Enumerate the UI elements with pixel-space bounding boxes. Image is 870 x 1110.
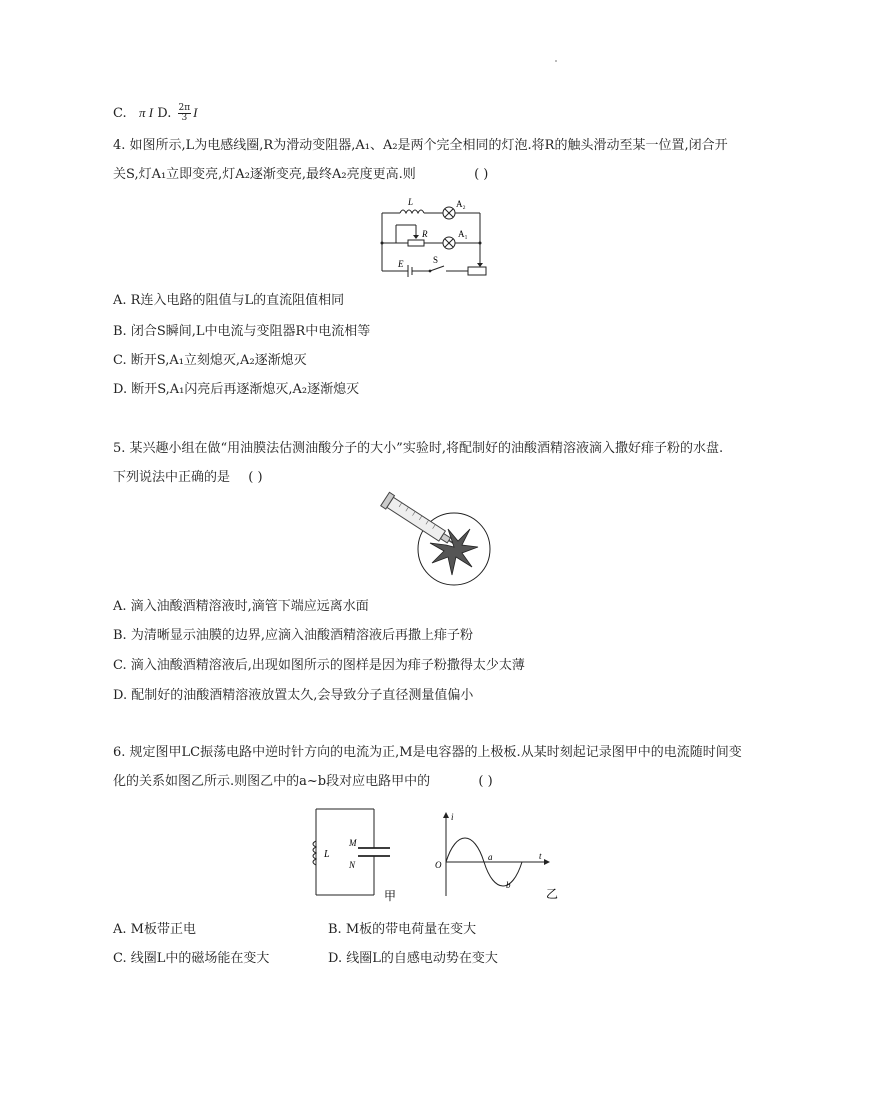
q6-stem-line2-text: 化的关系如图乙所示.则图乙中的a~b段对应电路甲中的: [113, 774, 431, 789]
q6-graph-label-t: t: [539, 851, 542, 861]
q4-fig-label-a1: A₁: [458, 229, 468, 239]
q3-option-d-var: I: [193, 105, 198, 120]
q4-option-c: C. 断开S,A₁立刻熄灭,A₂逐渐熄灭: [113, 353, 307, 368]
q6-option-a: A. M板带正电: [113, 922, 196, 937]
q3-option-d-fraction: [178, 104, 192, 123]
q5-option-d: D. 配制好的油酸酒精溶液放置太久,会导致分子直径测量值偏小: [113, 688, 474, 703]
q5-stem-line2-text: 下列说法中正确的是: [113, 470, 231, 485]
q3-options-line: [113, 104, 198, 123]
q3-option-d-numerator: 2π: [178, 103, 191, 113]
q4-fig-label-r: R: [422, 229, 428, 239]
q4-option-a: A. R连入电路的阻值与L的直流阻值相同: [113, 293, 345, 308]
q6-fig-label-l: L: [324, 849, 330, 860]
q6-graph-label-a: a: [488, 852, 493, 862]
q6-stem-line2: [113, 773, 493, 791]
q3-option-c-label: C.: [113, 106, 127, 121]
q5-stem-line1: 5. 某兴趣小组在做“用油膜法估测油酸分子的大小”实验时,将配制好的油酸酒精溶液滴入撒好痱子粉的水盘.: [113, 441, 724, 456]
q4-fig-label-a2: A₂: [456, 199, 466, 209]
q3-option-c-expr: π I: [139, 105, 154, 120]
page-dot: [555, 60, 557, 62]
q4-fig-label-s: S: [433, 255, 439, 265]
q6-answer-bracket: ( ): [478, 774, 493, 789]
q6-option-d: D. 线圈L的自感电动势在变大: [328, 951, 498, 966]
q6-fig-label-n: N: [349, 860, 356, 870]
q6-fig-label-jia: 甲: [384, 889, 397, 903]
q5-option-c: C. 滴入油酸酒精溶液后,出现如图所示的图样是因为痱子粉撒得太少太薄: [113, 658, 525, 673]
q6-current-time-graph: [432, 810, 562, 902]
q5-answer-bracket: ( ): [248, 470, 263, 485]
q4-stem-line2: [113, 166, 488, 184]
q6-fig-label-m: M: [349, 838, 357, 848]
q5-stem-line2: [113, 469, 263, 487]
q4-option-d: D. 断开S,A₁闪亮后再逐渐熄灭,A₂逐渐熄灭: [113, 382, 360, 397]
q6-option-c: C. 线圈L中的磁场能在变大: [113, 951, 270, 966]
q6-graph-label-i: i: [451, 812, 454, 822]
q6-option-b: B. M板的带电荷量在变大: [328, 922, 477, 937]
q5-option-b: B. 为清晰显示油膜的边界,应滴入油酸酒精溶液后再撒上痱子粉: [113, 628, 473, 643]
q6-stem-line1: 6. 规定图甲LC振荡电路中逆时针方向的电流为正,M是电容器的上极板.从某时刻起记录图甲中的电流随时间变: [113, 745, 742, 760]
q6-graph-label-o: O: [435, 860, 442, 870]
q4-stem-line1: 4. 如图所示,L为电感线圈,R为滑动变阻器,A₁、A₂是两个完全相同的灯泡.将R的触头滑动至某一位置,闭合开: [113, 138, 728, 153]
q4-stem-line2-text: 关S,灯A₁立即变亮,灯A₂逐渐变亮,最终A₂亮度更高.则: [113, 167, 416, 182]
q4-circuit-diagram: [378, 195, 493, 277]
q5-option-a: A. 滴入油酸酒精溶液时,滴管下端应远离水面: [113, 599, 369, 614]
q6-lc-circuit-diagram: [312, 805, 407, 905]
q4-fig-label-e: E: [398, 259, 404, 269]
q4-option-b: B. 闭合S瞬间,L中电流与变阻器R中电流相等: [113, 324, 371, 339]
q3-option-d-label: D.: [157, 106, 172, 121]
q6-graph-label-b: b: [506, 880, 511, 890]
q5-oil-film-diagram: [382, 493, 494, 588]
q4-answer-bracket: ( ): [474, 167, 489, 182]
q3-option-d-denominator: 3: [181, 113, 188, 123]
q6-graph-label-yi: 乙: [546, 887, 559, 901]
q4-fig-label-l: L: [408, 197, 414, 207]
